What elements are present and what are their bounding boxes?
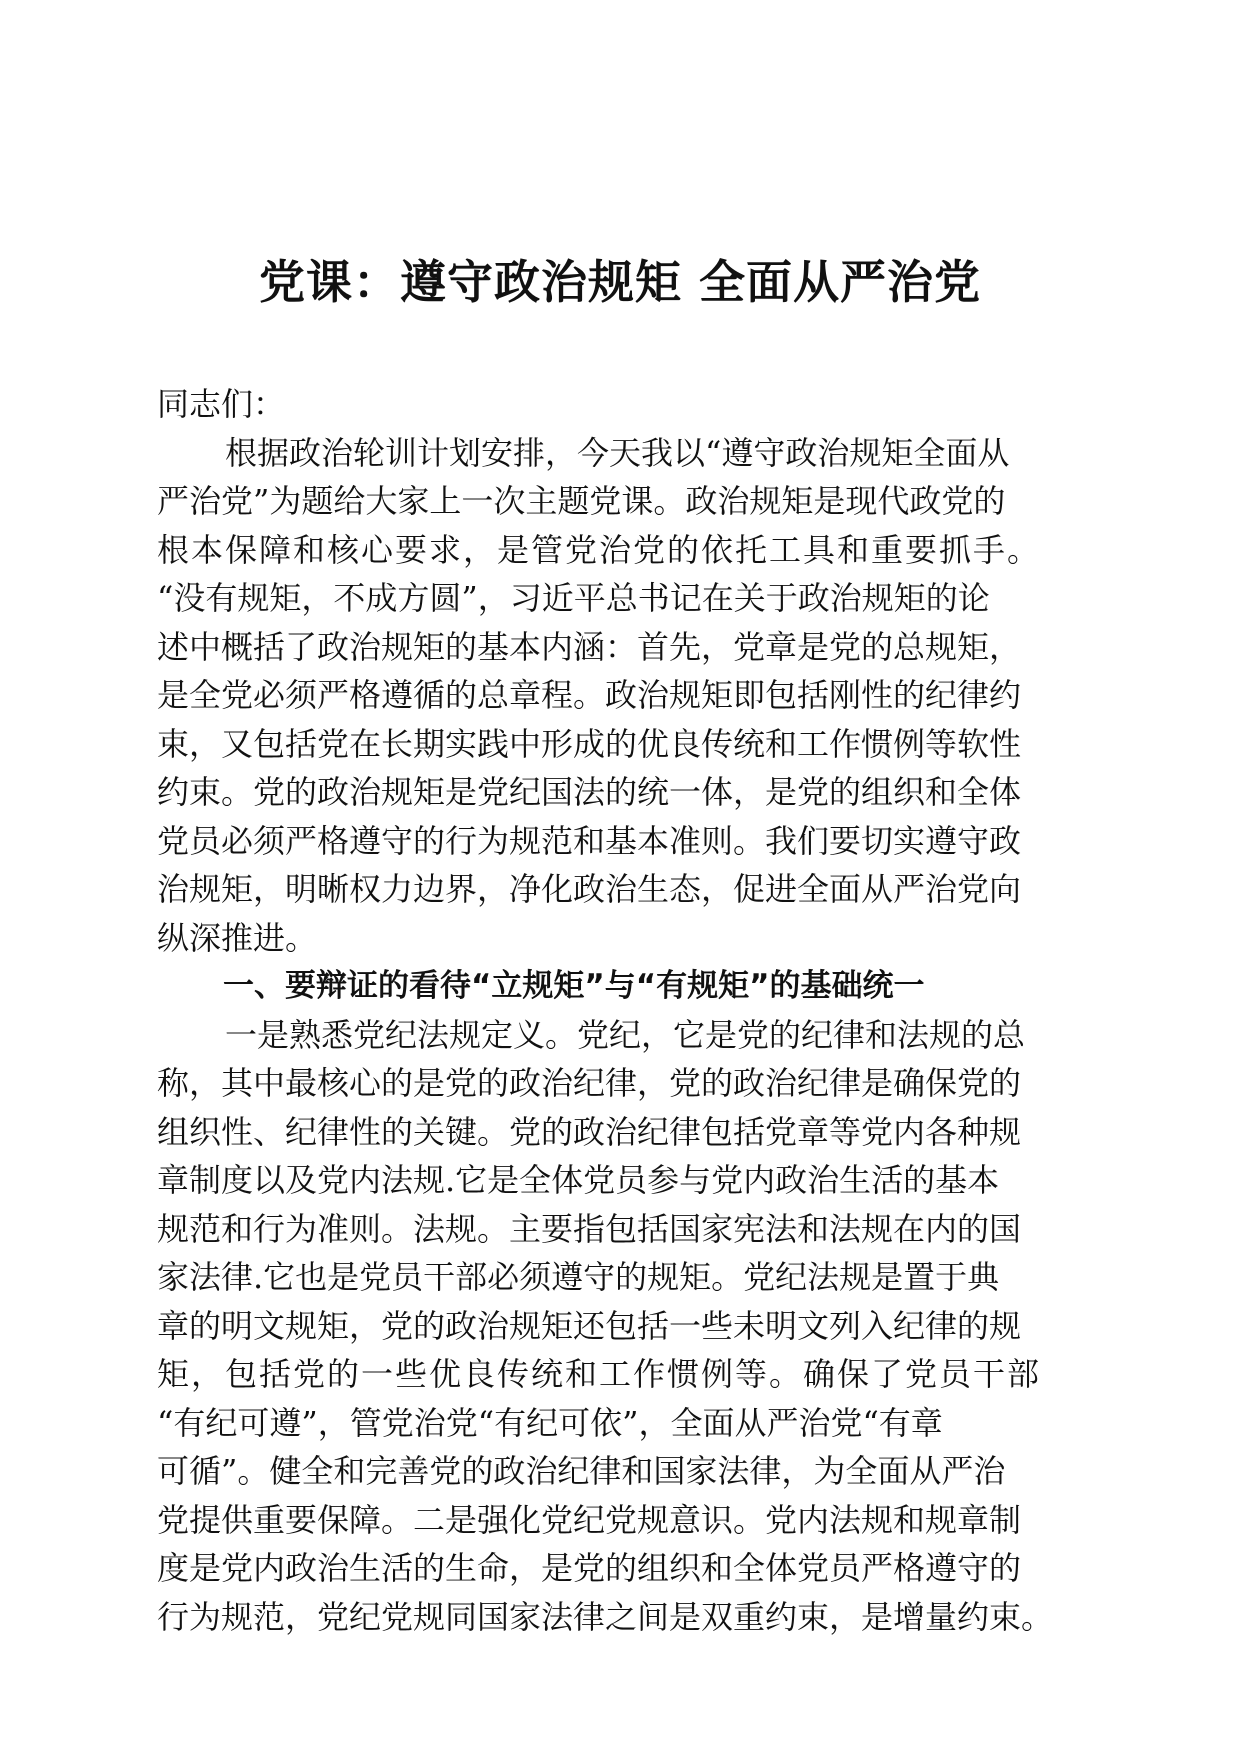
paragraph-line: 约束。党的政治规矩是党纪国法的统一体，是党的组织和全体 <box>157 773 1022 811</box>
paragraph-line: 严治党”为题给大家上一次主题党课。政治规矩是现代政党的 <box>157 482 1006 520</box>
paragraph-line: 束，又包括党在长期实践中形成的优良传统和工作惯例等软性 <box>157 724 1022 763</box>
paragraph-line: 党员必须严格遵守的行为规范和基本准则。我们要切实遵守政 <box>157 821 1022 860</box>
paragraph-line: 规范和行为准则。法规。主要指包括国家宪法和法规在内的国 <box>157 1209 1022 1248</box>
paragraph-line: 称，其中最核心的是党的政治纪律，党的政治纪律是确保党的 <box>157 1064 1022 1102</box>
document-title: 党课：遵守政治规矩 全面从严治党 <box>258 255 981 309</box>
paragraph-line: 纵深推进。 <box>157 918 318 957</box>
paragraph-line: 矩，包括党的一些优良传统和工作惯例等。确保了党员干部 <box>157 1355 1042 1393</box>
paragraph-line: 是全党必须严格遵循的总章程。政治规矩即包括刚性的纪律约 <box>157 676 1022 714</box>
paragraph-line: “有纪可遵”，管党治党“有纪可依”，全面从严治党“有章 <box>157 1403 943 1442</box>
salutation: 同志们： <box>157 385 286 423</box>
paragraph-line: 一是熟悉党纪法规定义。党纪，它是党的纪律和法规的总 <box>225 1015 1026 1054</box>
paragraph-line: 可循”。健全和完善党的政治纪律和国家法律，为全面从严治 <box>157 1452 1006 1490</box>
paragraph-line: 根据政治轮训计划安排，今天我以“遵守政治规矩全面从 <box>225 433 1010 472</box>
paragraph-line: “没有规矩，不成方圆”，习近平总书记在关于政治规矩的论 <box>157 579 990 617</box>
paragraph-line: 章的明文规矩，党的政治规矩还包括一些未明文列入纪律的规 <box>157 1306 1022 1345</box>
paragraph-line: 家法律.它也是党员干部必须遵守的规矩。党纪法规是置于典 <box>157 1258 1000 1296</box>
paragraph-line: 行为规范，党纪党规同国家法律之间是双重约束，是增量约束。 <box>157 1597 1054 1636</box>
paragraph-line: 党提供重要保障。二是强化党纪党规意识。党内法规和规章制 <box>157 1500 1022 1539</box>
paragraph-line: 根本保障和核心要求，是管党治党的依托工具和重要抓手。 <box>157 530 1042 569</box>
paragraph-line: 章制度以及党内法规.它是全体党员参与党内政治生活的基本 <box>157 1161 1000 1199</box>
paragraph-line: 组织性、纪律性的关键。党的政治纪律包括党章等党内各种规 <box>157 1112 1022 1151</box>
document-body <box>157 380 1097 1641</box>
paragraph-line: 述中概括了政治规矩的基本内涵：首先，党章是党的总规矩， <box>157 627 1022 666</box>
section-heading: 一、要辩证的看待“立规矩”与“有规矩”的基础统一 <box>223 968 925 1004</box>
paragraph-line: 治规矩，明晰权力边界，净化政治生态，促进全面从严治党向 <box>157 870 1022 908</box>
paragraph-line: 度是党内政治生活的生命，是党的组织和全体党员严格遵守的 <box>157 1549 1022 1587</box>
